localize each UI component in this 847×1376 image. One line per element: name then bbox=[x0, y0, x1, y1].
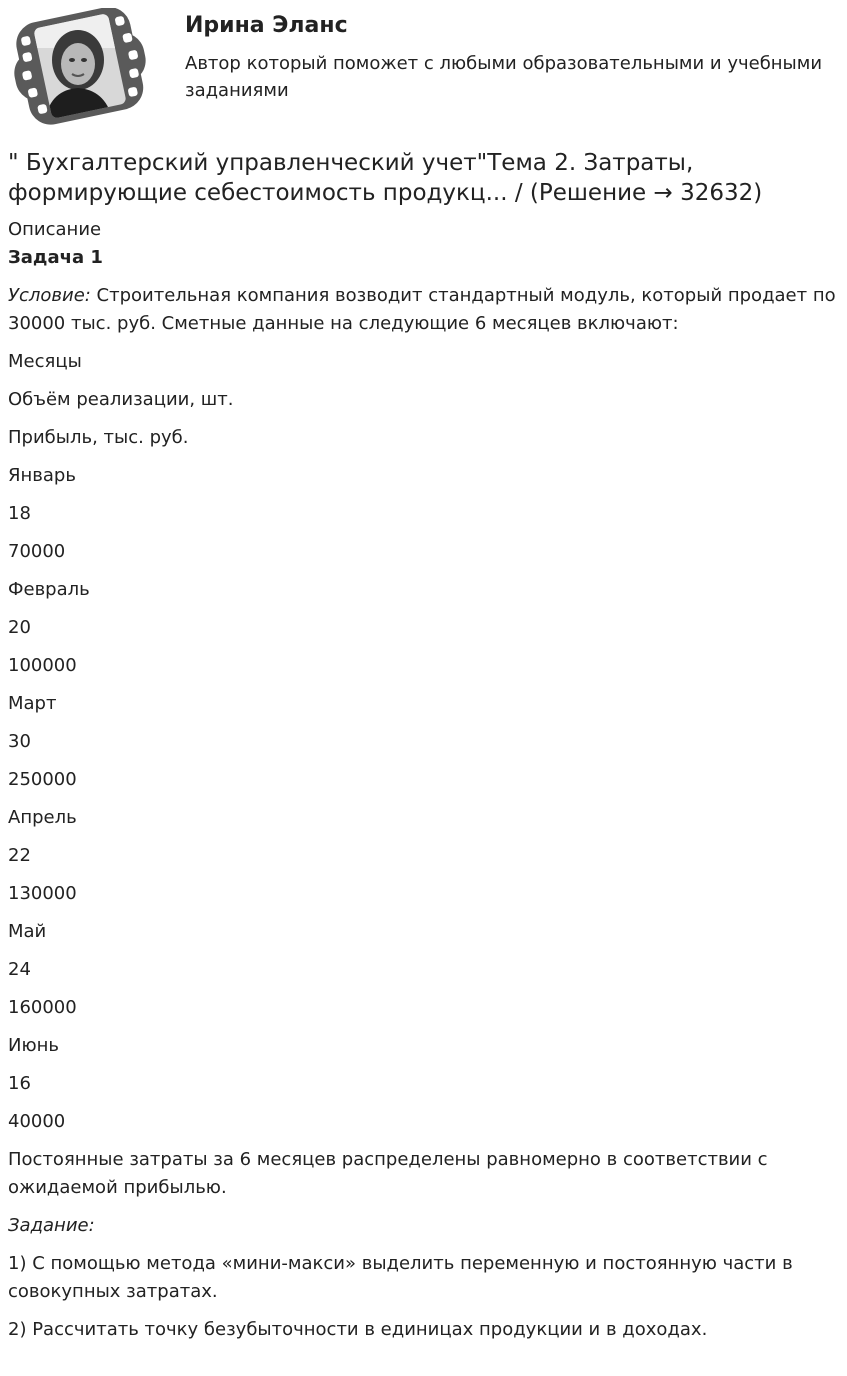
condition-label: Условие: bbox=[8, 285, 91, 306]
table-cell-month: Февраль bbox=[8, 579, 90, 600]
table-cell-profit: 130000 bbox=[8, 883, 77, 904]
table-header-sales-volume: Объём реализации, шт. bbox=[8, 389, 234, 410]
table-cell-profit: 100000 bbox=[8, 655, 77, 676]
table-cell-month: Январь bbox=[8, 465, 76, 486]
table-cell-profit: 250000 bbox=[8, 769, 77, 790]
table-cell-profit: 70000 bbox=[8, 541, 66, 562]
task-condition bbox=[8, 282, 843, 338]
author-avatar[interactable] bbox=[8, 8, 150, 126]
table-cell-volume: 16 bbox=[8, 1073, 31, 1094]
table-cell-month: Март bbox=[8, 693, 57, 714]
film-strip-avatar-icon bbox=[8, 8, 150, 126]
table-cell-volume: 22 bbox=[8, 845, 31, 866]
assignment-item: 2) Рассчитать точку безубыточности в единицах продукции и в доходах. bbox=[8, 1319, 708, 1340]
table-cell-month: Май bbox=[8, 921, 47, 942]
task-content bbox=[8, 216, 843, 1344]
author-card bbox=[0, 0, 847, 130]
table-cell-volume: 24 bbox=[8, 959, 31, 980]
table-cell-volume: 18 bbox=[8, 503, 31, 524]
table-cell-profit: 160000 bbox=[8, 997, 77, 1018]
author-description: Автор который поможет с любыми образовательными и учебными заданиями bbox=[185, 53, 823, 101]
table-cell-profit: 40000 bbox=[8, 1111, 66, 1132]
assignment-label bbox=[8, 1212, 843, 1240]
assignment-item: 1) С помощью метода «мини-макси» выделить переменную и постоянную части в совокупных затратах. bbox=[8, 1253, 793, 1302]
table-cell-volume: 20 bbox=[8, 617, 31, 638]
task-heading: Задача 1 bbox=[8, 247, 103, 268]
table-cell-month: Апрель bbox=[8, 807, 77, 828]
table-cell-month: Июнь bbox=[8, 1035, 59, 1056]
table-header-profit: Прибыль, тыс. руб. bbox=[8, 427, 189, 448]
page-title: " Бухгалтерский управленческий учет"Тема 2. Затраты, формирующие себестоимость продукц... / (Решение → 32632) bbox=[8, 150, 763, 206]
table-header-months: Месяцы bbox=[8, 351, 82, 372]
table-cell-volume: 30 bbox=[8, 731, 31, 752]
fixed-costs-note: Постоянные затраты за 6 месяцев распределены равномерно в соответствии с ожидаемой прибылью. bbox=[8, 1149, 768, 1198]
condition-text: Строительная компания возводит стандартный модуль, который продает по 30000 тыс. руб. Сметные данные на следующие 6 месяцев включают: bbox=[8, 285, 836, 334]
section-label-description: Описание bbox=[8, 219, 102, 240]
author-name[interactable]: Ирина Эланс bbox=[185, 13, 348, 38]
assignment-label-text: Задание: bbox=[8, 1215, 95, 1236]
